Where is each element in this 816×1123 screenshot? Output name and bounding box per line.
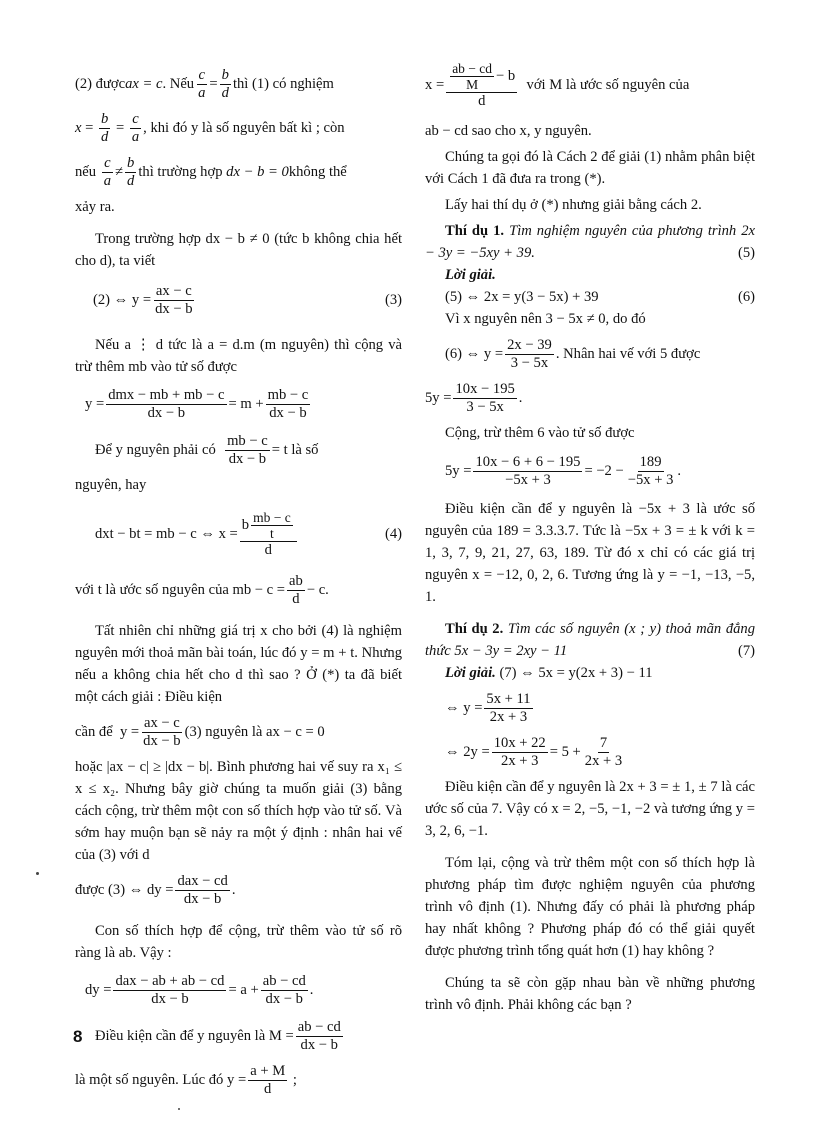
paragraph: Con số thích hợp để cộng, trừ thêm vào tử số rõ ràng là ab. Vậy : bbox=[75, 923, 402, 961]
text: (2) ⇔ y = bbox=[93, 292, 152, 308]
nested-fraction: $\frac{ab - cd}{M}$ − b d bbox=[446, 61, 517, 110]
right-column bbox=[425, 60, 755, 1016]
fraction: $\frac{a + M}{d}$ bbox=[250, 1062, 286, 1097]
paragraph-6-line bbox=[75, 430, 402, 470]
fraction: $\frac{mb - c}{dx - b}$ bbox=[227, 432, 268, 467]
paragraph-11-line: được (3) ⇔ dy = $\frac{\text{dax − cd}}{dx - b}$ . bbox=[75, 872, 236, 907]
text: xảy ra. bbox=[75, 199, 115, 215]
text: không thể bbox=[288, 164, 347, 180]
paragraph: Nếu a ⋮ d tức là a = d.m (m nguyên) thì cộng và trừ thêm mb vào tử số được bbox=[75, 337, 402, 375]
fraction-c-over-a: $\frac{c}{a}$ bbox=[131, 110, 140, 145]
equation-6-y: (6) ⇔ y = $\frac{2x - 39}{3 - 5x}$ . Nhân hai vế với 5 được bbox=[445, 336, 701, 371]
fraction-c-over-a: $\frac{c}{a}$ bbox=[198, 66, 206, 101]
paragraph-7-line: với t là ước số nguyên của mb − c = $\frac{ab}{d}$ − c. bbox=[75, 572, 329, 607]
fraction: $\frac{ax - c}{dx - b}$ bbox=[155, 282, 193, 317]
fraction: $\frac{10x + 22}{2x + 3}$ bbox=[493, 734, 546, 769]
paragraph: Điều kiện cần để y nguyên là 2x + 3 = ± 1, ± 7 là các ước số của 7. Vậy có x = 2, −5, −1, −2 và tương ứng y = 3, 2, 6, −1. bbox=[425, 779, 755, 839]
text: ab − cd sao cho x, y nguyên. bbox=[425, 123, 592, 139]
paragraph-1-line: (2) được ax = c . Nếu $\frac{c}{a}$ = $\frac{b}{d}$ thì (1) có nghiệm bbox=[75, 66, 334, 101]
equation-5y: 5y = $\frac{10x - 195}{3 - 5x}$ . bbox=[425, 380, 523, 415]
fraction: $\frac{ab - cd}{dx - b}$ bbox=[297, 1018, 341, 1053]
text: = t là số bbox=[271, 442, 319, 458]
fraction: $\frac{ab - cd}{dx - b}$ bbox=[262, 972, 306, 1007]
fraction-b-over-d: $\frac{b}{d}$ bbox=[221, 66, 229, 101]
fraction-c-over-a: $\frac{c}{a}$ bbox=[103, 154, 112, 189]
text: (2) được bbox=[75, 76, 126, 92]
paragraph: Tất nhiên chỉ những giá trị x cho bởi (4) là nghiệm nguyên mới thoả mãn bài toán, lúc đó y = m + t. Nhưng nếu a không chia hết cho d thì sao ? Ở (*) ta đã biết một cách giải : Điều kiện bbox=[75, 623, 402, 705]
example-1: Thí dụ 1. Tìm nghiệm nguyên của phương trình 2x − 3y = −5xy + 39. (5) bbox=[425, 223, 755, 261]
fraction: $\frac{5x + 11}{2x + 3}$ bbox=[486, 690, 531, 725]
page-number: 8 bbox=[73, 1027, 83, 1046]
equation-6: (5) ⇔ 2x = y(3 − 5x) + 39 (6) bbox=[445, 289, 755, 305]
equation-m: y = $\frac{\text{dmx − mb + mb − c}}{dx - b}$ = m + $\frac{mb - c}{dx - b}$ bbox=[85, 386, 309, 421]
fraction: $\frac{ab}{d}$ bbox=[289, 572, 303, 607]
math: dx − b = 0 bbox=[226, 164, 289, 180]
paragraph: Chúng ta sẽ còn gặp nhau bàn về những phương trình vô định. Phải không các bạn ? bbox=[425, 975, 755, 1013]
text: . Nếu bbox=[162, 76, 195, 92]
equation-number: (3) bbox=[384, 292, 402, 308]
fraction: $\frac{\text{dax − cd}}{dx - b}$ bbox=[177, 872, 228, 907]
paragraph: Lấy hai thí dụ ở (*) nhưng giải bằng cách 2. bbox=[445, 197, 702, 213]
paragraph-13-line: Điều kiện cần để y nguyên là M = $\frac{ab - cd}{dx - b}$ bbox=[95, 1018, 341, 1053]
text: Cộng, trừ thêm 6 vào tử số được bbox=[445, 425, 635, 441]
equation-7-y: ⇔ y = $\frac{5x + 11}{2x + 3}$ bbox=[445, 690, 531, 725]
paragraph-14-line: là một số nguyên. Lúc đó y = $\frac{a + M}{d}$ ; bbox=[75, 1062, 297, 1097]
text: nguyên, hay bbox=[75, 477, 147, 493]
text: thì trường hợp bbox=[138, 164, 223, 180]
fraction: $\frac{10x - 195}{3 - 5x}$ bbox=[455, 380, 515, 415]
text: Vì x nguyên nên 3 − 5x ≠ 0, do đó bbox=[445, 311, 646, 327]
paragraph-9-line: cần để y = $\frac{ax - c}{dx - b}$ (3) nguyên là ax − c = 0 bbox=[75, 714, 325, 749]
fraction-b-over-d: $\frac{b}{d}$ bbox=[101, 110, 109, 145]
fraction: $\frac{7}{2x + 3}$ bbox=[584, 734, 623, 769]
paragraph: Điều kiện cần để y nguyên là −5x + 3 là ước số nguyên của 189 = 3.3.3.7. Tức là −5x + 3 = ± k với k = 1, 3, 7, 9, 21, 27, 63, 189. Từ đó x chỉ có các giá trị nguyên x = −12, 0, 2, 6. Tương ứng là y = −1, −13, −5, 1. bbox=[425, 501, 755, 605]
paragraph: hoặc |ax − c| ≥ |dx − b|. Bình phương hai vế suy ra x₁ ≤ x ≤ x₂. Nhưng bây giờ chúng ta muốn giải (3) bằng cách cộng, trừ thêm một con số thích hợp vào tử số. Và sớm hay muộn bạn sẽ nảy ra một ý định : nhân hai vế của (3) với d bbox=[75, 759, 402, 863]
scan-speck bbox=[36, 872, 39, 875]
equation-number: (4) bbox=[384, 526, 402, 542]
left-column bbox=[75, 60, 402, 1104]
fraction: $\frac{10x - 6 + 6 - 195}{-5x + 3}$ bbox=[475, 453, 581, 488]
solution-2-line: Lời giải. (7) ⇔ 5x = y(2x + 3) − 11 bbox=[445, 665, 653, 681]
fraction: $\frac{\text{dmx − mb + mb − c}}{dx - b}$ bbox=[108, 386, 225, 421]
equation-5y-split: 5y = $\frac{10x - 6 + 6 - 195}{-5x + 3}$ = −2 − $\frac{189}{-5x + 3}$ . bbox=[445, 453, 682, 488]
fraction: $\frac{\text{dax − ab + ab − cd}}{dx - b}$ bbox=[115, 972, 225, 1007]
fraction: $\frac{mb - c}{dx - b}$ bbox=[267, 386, 309, 421]
fraction: $\frac{189}{-5x + 3}$ bbox=[627, 453, 674, 488]
scan-speck bbox=[178, 1108, 180, 1110]
paragraph: Tóm lại, cộng và trừ thêm một con số thích hợp là phương pháp tìm được nghiệm nguyên của phương trình vô định (1). Nhưng đấy có phải là phương pháp hay nhất không ? Phương pháp đó có thể giải quyết được phương trình tổng quát hơn (1) hay không ? bbox=[425, 855, 755, 959]
paragraph: Trong trường hợp dx − b ≠ 0 (tức b không chia hết cho d), ta viết bbox=[75, 231, 402, 269]
math: ax = c bbox=[125, 76, 163, 92]
text: , khi đó y là số nguyên bất kì ; còn bbox=[143, 120, 345, 136]
text: Để y nguyên phải có bbox=[95, 442, 216, 458]
equation-x: x = $\frac{ab - cd}{M}$ − b d với M là ước số nguyên của bbox=[425, 60, 690, 109]
equation-dy: dy = $\frac{\text{dax − ab + ab − cd}}{dx - b}$ = a + $\frac{ab - cd}{dx - b}$ . bbox=[85, 972, 314, 1007]
equation-7-2y: ⇔ 2y = $\frac{10x + 22}{2x + 3}$ = 5 + $\frac{7}{2x + 3}$ bbox=[445, 734, 623, 769]
text: thì (1) có nghiệm bbox=[232, 76, 334, 92]
paragraph-3-line: nếu $\frac{c}{a}$ ≠ $\frac{b}{d}$ thì trường hợp dx − b = 0 không thể bbox=[75, 154, 347, 189]
equation-4: dxt − bt = mb − c ⇔ x = b $\frac{mb - c}{t}$ d (4) bbox=[95, 509, 402, 558]
fraction: $\frac{ax - c}{dx - b}$ bbox=[143, 714, 181, 749]
example-2: Thí dụ 2. Tìm các số nguyên (x ; y) thoả mãn đẳng thức 5x − 3y = 2xy − 11 (7) bbox=[425, 621, 756, 659]
paragraph: Chúng ta gọi đó là Cách 2 để giải (1) nhằm phân biệt với Cách 1 đã đưa ra trong (*). bbox=[425, 149, 755, 187]
fraction-b-over-d: $\frac{b}{d}$ bbox=[127, 154, 135, 189]
solution-1-label: Lời giải. bbox=[445, 267, 496, 283]
nested-fraction: b $\frac{mb - c}{t}$ d bbox=[240, 510, 297, 559]
equation-3 bbox=[75, 276, 402, 324]
text: nếu bbox=[75, 164, 97, 180]
paragraph-2-line: x = $\frac{b}{d}$ = $\frac{c}{a}$ , khi đó y là số nguyên bất kì ; còn bbox=[75, 110, 345, 145]
fraction: $\frac{2x - 39}{3 - 5x}$ bbox=[507, 336, 552, 371]
